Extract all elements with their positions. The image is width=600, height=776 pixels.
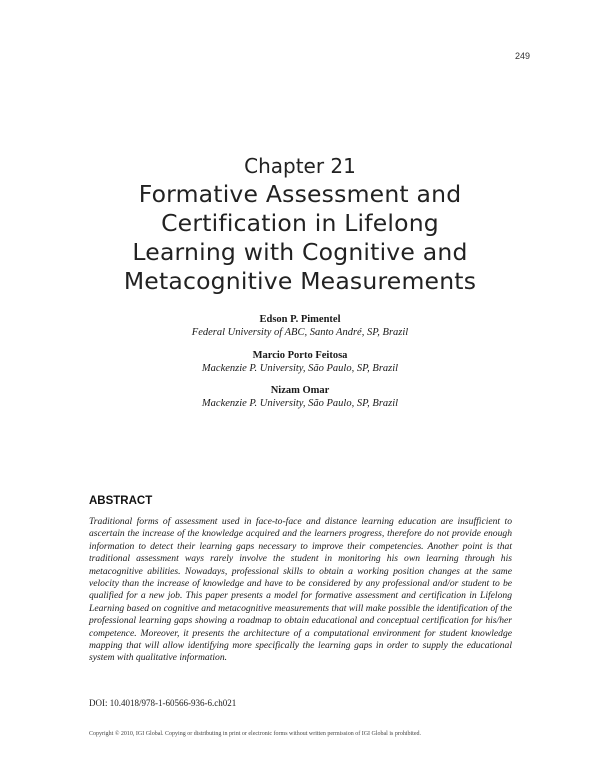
title-line: Formative Assessment and (138, 180, 462, 208)
title-line: Certification in Lifelong (161, 209, 439, 237)
title-line: Learning with Cognitive and (132, 238, 468, 266)
author-name: Edson P. Pimentel (259, 314, 341, 325)
abstract-heading: ABSTRACT (89, 495, 153, 507)
author-block (100, 384, 500, 410)
abstract-body: Traditional forms of assessment used in face-to-face and distance learning education are insufficient to ascertain the increase of the knowledge acquired and the learners progress, therefore do not provide enough information to detect their learning gaps necessary to improve their competencies. Another point is that traditional assessment ways rarely involve the student in monitoring his own learning through his metacognitive abilities. Nowadays, professional skills to obtain a working position changes at the same velocity than the increase of knowledge and have to be considered by any professional and/or student to be qualified for a new job. This paper presents a model for formative assessment and certification in Lifelong Learning based on cognitive and metacognitive measurements that will make possible the identification of the professional learning gaps showing a roadmap to obtain educational and conceptual certification for his/her competence. Moreover, it presents the architecture of a computational environment for student knowledge mapping that will allow identifying more specifically the learning gaps in order to supply the educational system with qualitative information. (89, 516, 512, 664)
author-affiliation: Federal University of ABC, Santo André, SP, Brazil (191, 327, 409, 338)
page-number: 249 (514, 51, 530, 61)
chapter-title (80, 180, 520, 296)
author-name: Marcio Porto Feitosa (252, 350, 348, 361)
doi: DOI: 10.4018/978-1-60566-936-6.ch021 (89, 698, 237, 708)
author-name: Nizam Omar (270, 385, 330, 396)
title-line: Metacognitive Measurements (123, 267, 477, 295)
author-block (100, 349, 500, 375)
author-affiliation: Mackenzie P. University, São Paulo, SP, Brazil (201, 398, 399, 409)
chapter-label: Chapter 21 (244, 154, 356, 178)
copyright-notice: Copyright © 2010, IGI Global. Copying or distributing in print or electronic forms without written permission of IGI Global is prohibited. (89, 731, 422, 737)
author-affiliation: Mackenzie P. University, São Paulo, SP, Brazil (201, 363, 399, 374)
author-block (100, 313, 500, 339)
